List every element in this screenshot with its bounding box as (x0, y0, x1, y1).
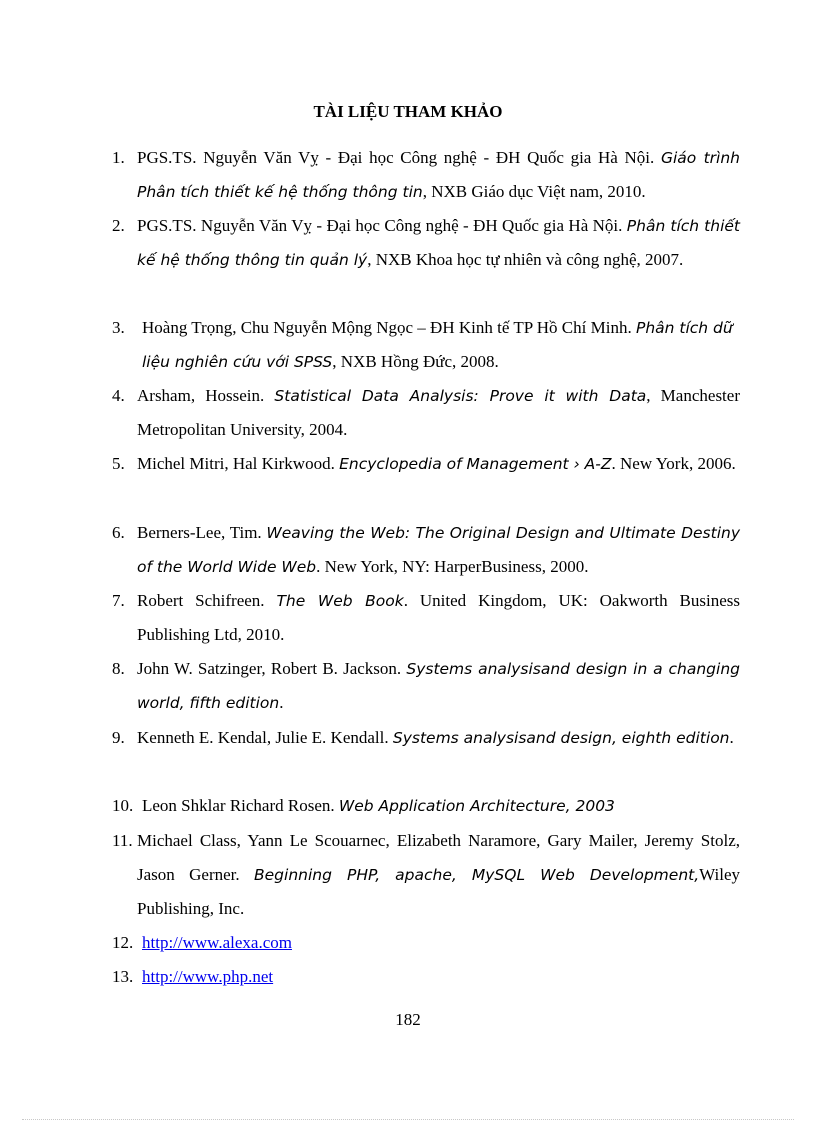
reference-link[interactable]: http://www.alexa.com (142, 933, 292, 952)
reference-number: 8. (112, 659, 125, 678)
reference-number: 13. (112, 967, 134, 986)
reference-title: Systems analysisand design in a changing world, fifth edition (137, 660, 740, 712)
reference-authors: Leon Shklar Richard Rosen. (142, 796, 339, 815)
reference-number: 3. (112, 318, 125, 337)
reference-title: Systems analysisand design, eighth edition (392, 729, 730, 747)
reference-item (112, 379, 740, 447)
reference-item (112, 789, 740, 823)
reference-authors: Michael Class, Yann Le Scouarnec, Elizabeth Naramore, Gary Mailer, Jeremy Stolz, Jason Gerner. (137, 831, 740, 884)
reference-number: 7. (112, 591, 125, 610)
reference-title: Beginning PHP, apache, MySQL Web Development, (254, 866, 700, 884)
reference-publisher: . (279, 693, 284, 712)
reference-number: 10. (112, 796, 134, 815)
reference-item (112, 721, 740, 755)
reference-publisher: , NXB Hồng Đức, 2008. (332, 352, 499, 371)
reference-link[interactable]: http://www.php.net (142, 967, 274, 986)
page-number: 182 (395, 1010, 421, 1029)
page-title: TÀI LIỆU THAM KHẢO (313, 102, 503, 121)
reference-publisher: , NXB Khoa học tự nhiên và công nghệ, 2007. (367, 250, 684, 269)
reference-number: 5. (112, 454, 125, 473)
reference-authors: Hoàng Trọng, Chu Nguyễn Mộng Ngọc – ĐH Kinh tế TP Hồ Chí Minh. (142, 318, 636, 337)
reference-authors: John W. Satzinger, Robert B. Jackson. (137, 659, 407, 678)
reference-title: Phân tích thiết kế hệ thống thông tin quản lý (137, 217, 740, 269)
reference-number: 6. (112, 523, 125, 542)
reference-title: The Web Book (276, 592, 404, 610)
reference-title: Web Application Architecture, 2003 (338, 797, 615, 815)
reference-publisher: Wiley Publishing, Inc. (137, 865, 741, 918)
reference-item (112, 926, 740, 960)
reference-authors: Robert Schifreen. (137, 591, 277, 610)
reference-title: Phân tích dữ liệu nghiên cứu với SPSS (142, 319, 733, 371)
reference-authors: Michel Mitri, Hal Kirkwood. (137, 454, 340, 473)
reference-title: Encyclopedia of Management › A-Z (339, 455, 612, 473)
reference-item (112, 209, 740, 277)
reference-item (112, 141, 740, 209)
reference-number: 1. (112, 148, 125, 167)
reference-authors: Berners-Lee, Tim. (137, 523, 267, 542)
reference-authors: Kenneth E. Kendal, Julie E. Kendall. (137, 728, 393, 747)
reference-number: 2. (112, 216, 125, 235)
reference-number: 4. (112, 386, 125, 405)
reference-number: 11. (112, 831, 133, 850)
reference-publisher: . United Kingdom, UK: Oakworth Business Publishing Ltd, 2010. (137, 591, 740, 644)
reference-item (112, 516, 740, 584)
reference-number: 12. (112, 933, 134, 952)
reference-number: 9. (112, 728, 125, 747)
reference-publisher: . (729, 728, 734, 747)
page-bottom-border (22, 1119, 794, 1120)
reference-item (112, 311, 740, 379)
reference-publisher: , NXB Giáo dục Việt nam, 2010. (422, 182, 646, 201)
reference-item (112, 960, 740, 994)
reference-publisher: , Manchester Metropolitan University, 2004. (137, 386, 740, 439)
reference-item (112, 447, 740, 481)
reference-authors: PGS.TS. Nguyễn Văn Vỵ - Đại học Công nghệ - ĐH Quốc gia Hà Nội. (137, 216, 627, 235)
reference-item (112, 584, 740, 652)
reference-publisher: . New York, NY: HarperBusiness, 2000. (316, 557, 589, 576)
reference-authors: Arsham, Hossein. (137, 386, 275, 405)
reference-publisher: . New York, 2006. (611, 454, 736, 473)
reference-authors: PGS.TS. Nguyễn Văn Vỵ - Đại học Công nghệ - ĐH Quốc gia Hà Nội. (137, 148, 661, 167)
reference-title: Weaving the Web: The Original Design and Ultimate Destiny of the World Wide Web (137, 524, 740, 576)
reference-title: Giáo trình Phân tích thiết kế hệ thống thông tin (137, 149, 740, 201)
reference-title: Statistical Data Analysis: Prove it with Data (274, 387, 647, 405)
reference-item (112, 824, 740, 926)
reference-item (112, 652, 740, 720)
